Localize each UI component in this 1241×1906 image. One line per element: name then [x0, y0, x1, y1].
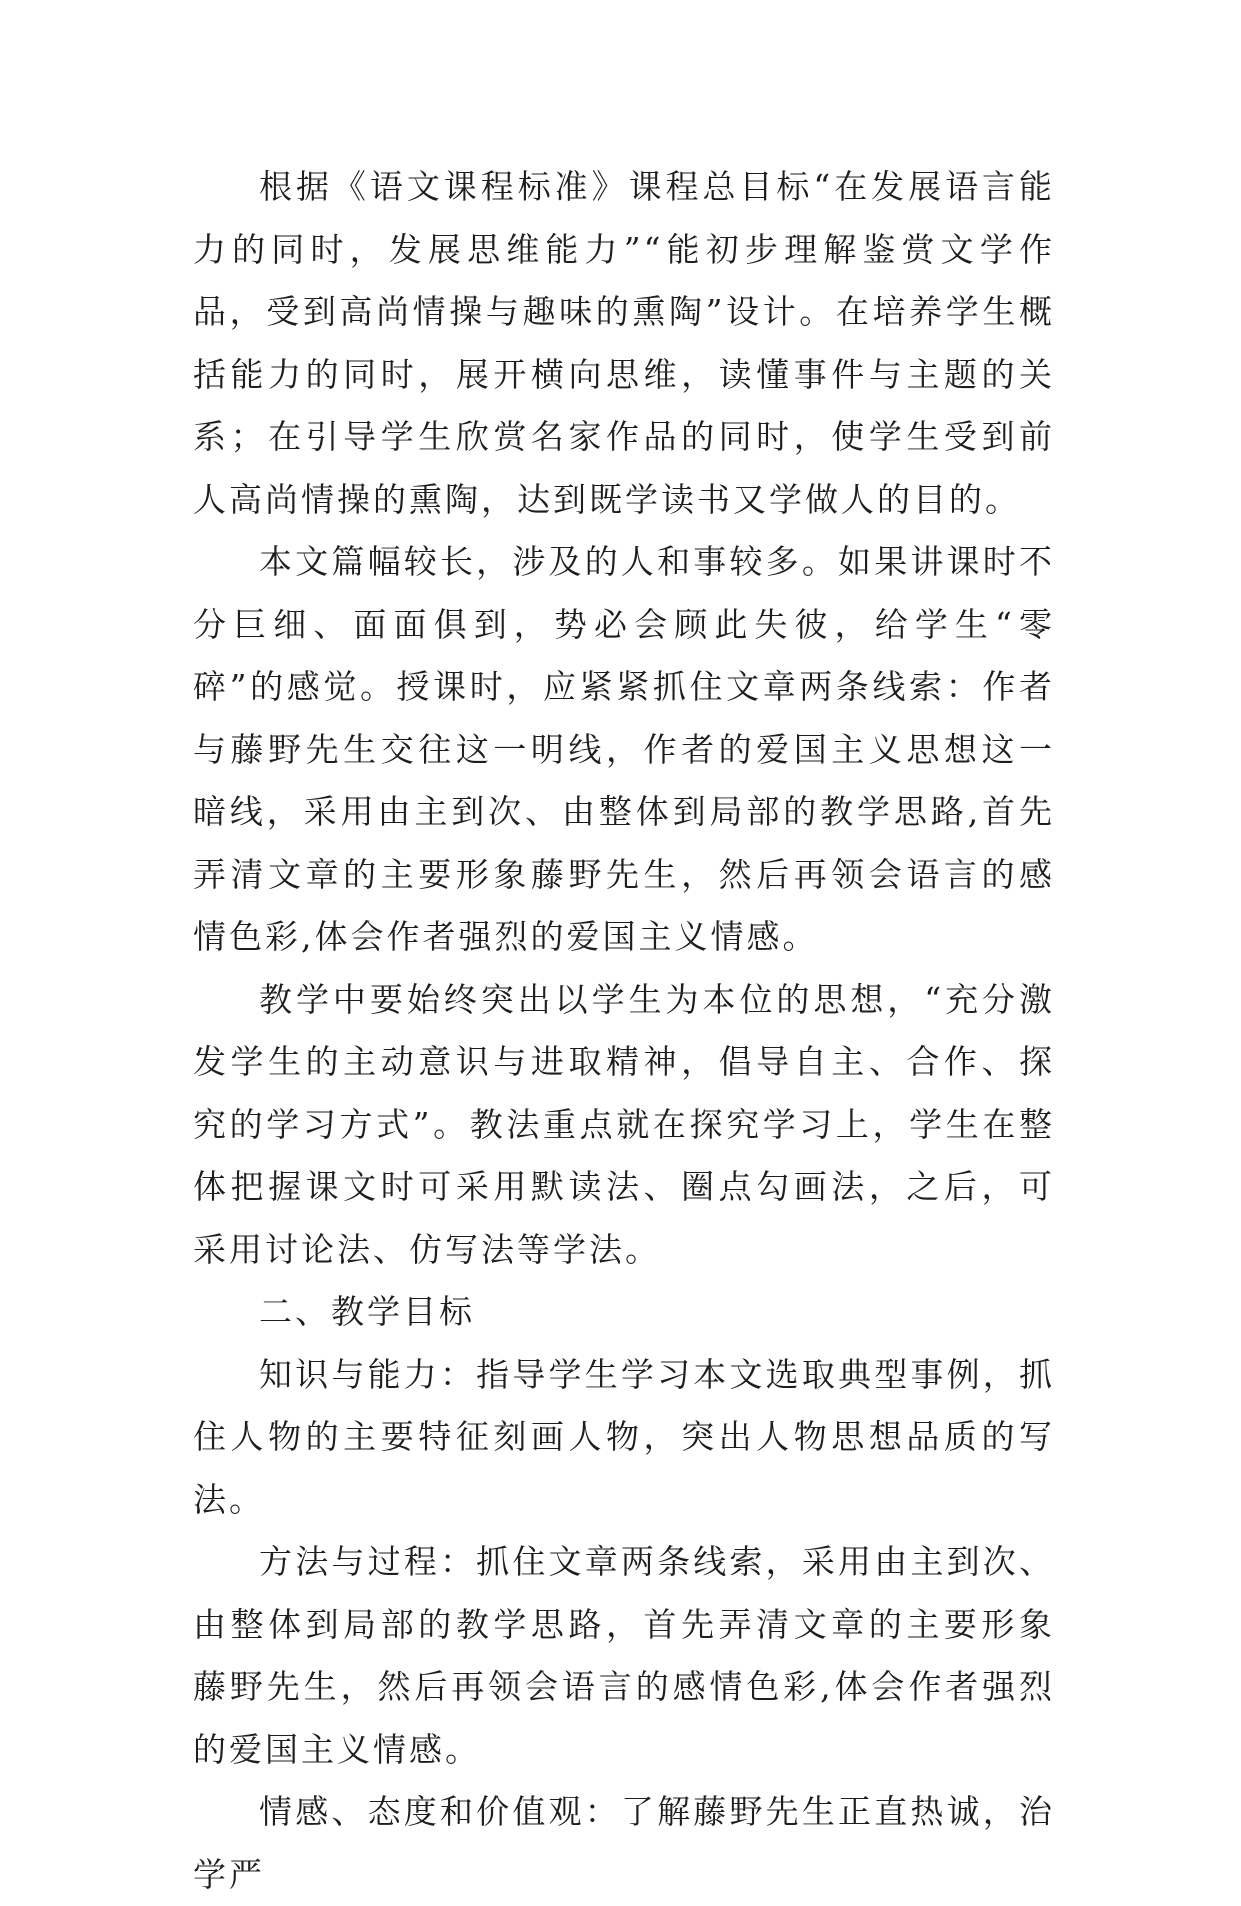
paragraph-method-process: 方法与过程：抓住文章两条线索，采用由主到次、由整体到局部的教学思路，首先弄清文章的主要形象藤野先生，然后再领会语言的感情色彩,体会作者强烈的爱国主义情感。 — [193, 1542, 1055, 1769]
paragraph-curriculum-goal: 根据《语文课程标准》课程总目标“在发展语言能力的同时，发展思维能力”“能初步理解鉴赏文学作品，受到高尚情操与趣味的熏陶”设计。在培养学生概括能力的同时，展开横向思维，读懂事件与主题的关系；在引导学生欣赏名家作品的同时，使学生受到前人高尚情操的熏陶，达到既学读书又学做人的目的。 — [193, 167, 1055, 519]
section-heading-teaching-objectives: 二、教学目标 — [259, 1292, 475, 1331]
paragraph-student-centered: 教学中要始终突出以学生为本位的思想，“充分激发学生的主动意识与进取精神，倡导自主、合作、探究的学习方式”。教法重点就在探究学习上，学生在整体把握课文时可采用默读法、圈点勾画法，之后，可采用讨论法、仿写法等学法。 — [193, 979, 1055, 1269]
paragraph-emotion-attitude: 情感、态度和价值观：了解藤野先生正直热诚，治学严 — [193, 1792, 1055, 1894]
paragraph-knowledge-ability: 知识与能力：指导学生学习本文选取典型事例，抓住人物的主要特征刻画人物，突出人物思想品质的写法。 — [193, 1354, 1055, 1519]
document-body — [193, 156, 1055, 1906]
paragraph-teaching-approach: 本文篇幅较长，涉及的人和事较多。如果讲课时不分巨细、面面俱到，势必会顾此失彼，给学生“零碎”的感觉。授课时，应紧紧抓住文章两条线索：作者与藤野先生交往这一明线，作者的爱国主义思想这一暗线，采用由主到次、由整体到局部的教学思路,首先弄清文章的主要形象藤野先生，然后再领会语言的感情色彩,体会作者强烈的爱国主义情感。 — [193, 542, 1055, 956]
